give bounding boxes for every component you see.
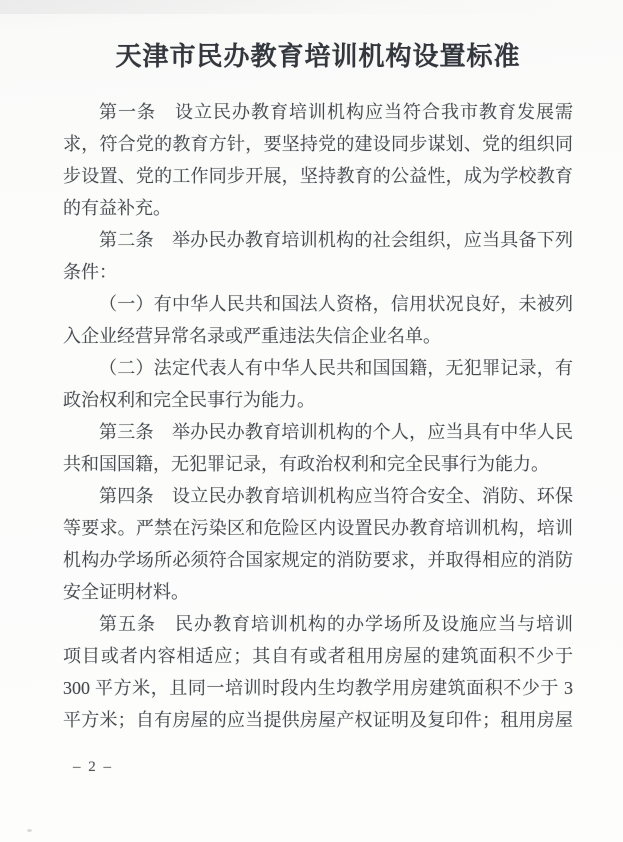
text-line: 第三条 举办民办教育培训机构的个人，应当具有中华人民	[99, 422, 573, 442]
text-line: 的有益补充。	[63, 198, 171, 218]
text-line: 项目或者内容相适应；其自有或者租用房屋的建筑面积不少于	[63, 646, 573, 666]
text-line: 安全证明材料。	[63, 582, 189, 602]
text-line: （二）法定代表人有中华人民共和国国籍，无犯罪记录，有	[99, 358, 573, 378]
page-number: – 2 –	[73, 759, 113, 775]
text-line: 条件：	[63, 262, 117, 282]
text-line: 入企业经营异常名录或严重违法失信企业名单。	[63, 326, 441, 346]
text-line: 第四条 设立民办教育培训机构应当符合安全、消防、环保	[99, 486, 573, 506]
text-line: 求，符合党的教育方针，要坚持党的建设同步谋划、党的组织同	[63, 134, 573, 154]
document-title: 天津市民办教育培训机构设置标准	[115, 42, 521, 72]
text-line: 第二条 举办民办教育培训机构的社会组织，应当具备下列	[99, 230, 573, 250]
text-line: 机构办学场所必须符合国家规定的消防要求，并取得相应的消防	[63, 550, 573, 570]
text-line: 第一条 设立民办教育培训机构应当符合我市教育发展需	[99, 102, 573, 122]
text-line: 步设置、党的工作同步开展，坚持教育的公益性，成为学校教育	[63, 166, 573, 186]
text-line: 等要求。严禁在污染区和危险区内设置民办教育培训机构，培训	[63, 518, 573, 538]
text-line: 政治权利和完全民事行为能力。	[63, 390, 315, 410]
text-line: 300 平方米，且同一培训时段内生均教学用房建筑面积不少于 3	[63, 678, 573, 698]
scan-artifact-speck	[27, 829, 32, 832]
text-line: 共和国国籍，无犯罪记录，有政治权利和完全民事行为能力。	[63, 454, 549, 474]
text-line: （一）有中华人民共和国法人资格，信用状况良好，未被列	[99, 294, 573, 314]
text-line: 平方米；自有房屋的应当提供房屋产权证明及复印件；租用房屋	[63, 710, 573, 730]
document-body	[63, 96, 573, 736]
text-line: 第五条 民办教育培训机构的办学场所及设施应当与培训	[99, 614, 573, 634]
